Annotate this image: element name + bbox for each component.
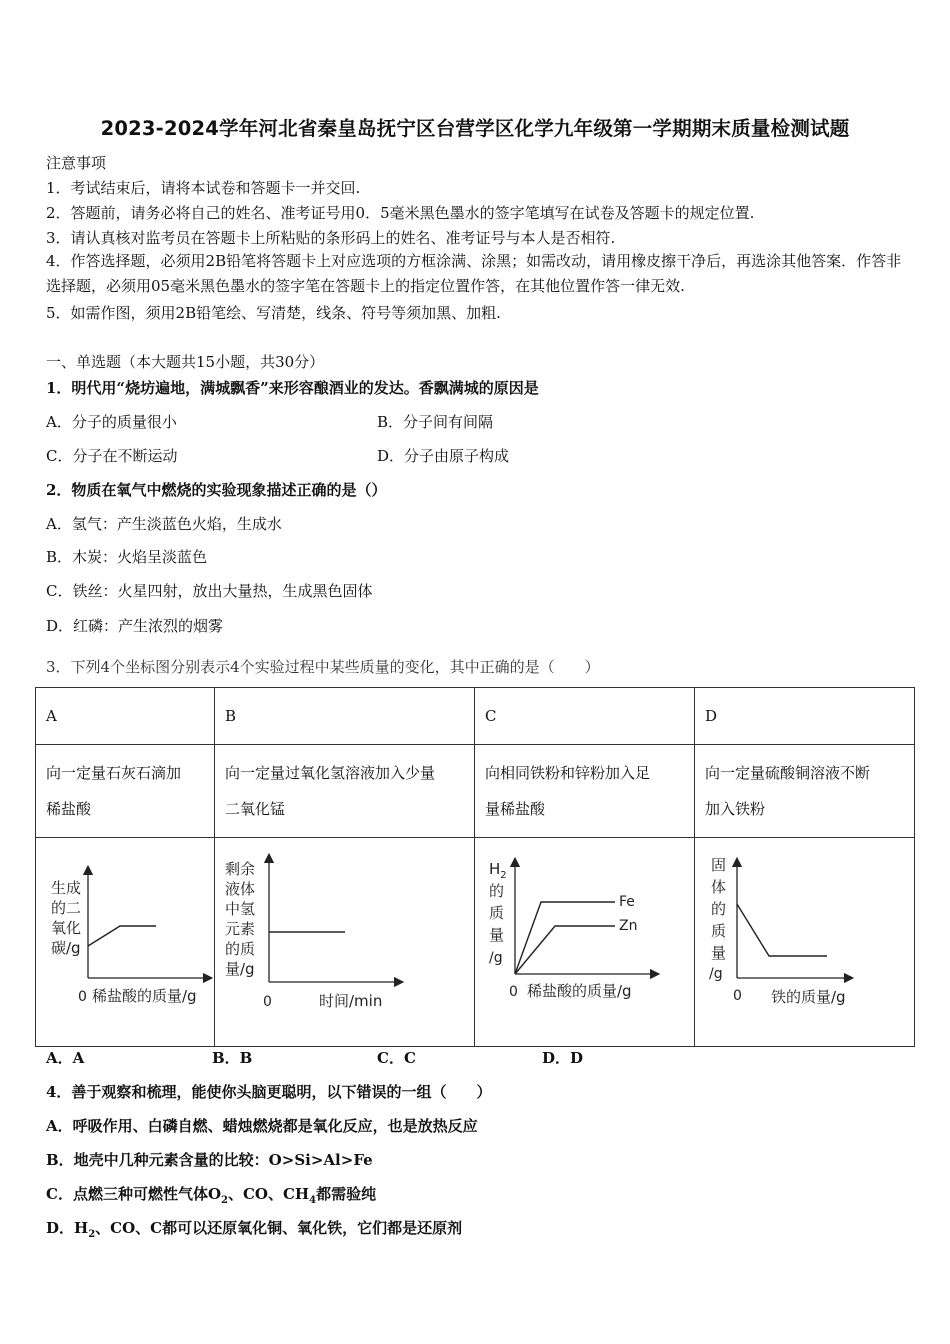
q3-stem: 3．下列4个坐标图分别表示4个实验过程中某些质量的变化，其中正确的是（ ） bbox=[46, 658, 600, 676]
notice-heading: 注意事项 bbox=[46, 154, 107, 172]
q3-option-b: B．B bbox=[212, 1049, 253, 1067]
q3-option-c: C．C bbox=[377, 1049, 416, 1067]
q2-option-c: C．铁丝：火星四射，放出大量热，生成黑色固体 bbox=[46, 582, 373, 600]
q3-header-b: B bbox=[215, 688, 475, 745]
q3-option-a: A．A bbox=[46, 1049, 85, 1067]
graph-a-ylabel-3: 氧化 bbox=[51, 919, 82, 937]
q3-desc-b: 向一定量过氧化氢溶液加入少量 二氧化锰 bbox=[215, 745, 475, 838]
q1-option-c: C．分子在不断运动 bbox=[46, 447, 178, 465]
graph-b-ylabel-4: 元素 bbox=[225, 920, 256, 938]
q2-option-a: A．氢气：产生淡蓝色火焰，生成水 bbox=[46, 515, 282, 533]
q3-header-c: C bbox=[475, 688, 695, 745]
graph-b-ylabel-5: 的质 bbox=[225, 940, 256, 958]
graph-c-ylabel-2: 质 bbox=[489, 904, 505, 922]
graph-d-ylabel-1: 固 bbox=[711, 856, 727, 874]
graph-d-origin: 0 bbox=[733, 988, 742, 1004]
q4-option-c: C．点燃三种可燃性气体$O_2$、CO、$CH_4$都需验纯 bbox=[46, 1185, 377, 1206]
q3-graph-b-cell bbox=[215, 838, 475, 1047]
graph-c-ylabel-1: 的 bbox=[489, 882, 505, 900]
q1-option-b: B．分子间有间隔 bbox=[377, 413, 494, 431]
section-heading: 一、单选题（本大题共15小题，共30分） bbox=[46, 353, 325, 371]
q3-graph-c-cell bbox=[475, 838, 695, 1047]
graph-d-xlabel: 铁的质量/g bbox=[771, 988, 846, 1006]
q3-graph-d bbox=[695, 838, 914, 1042]
q3-option-d: D．D bbox=[542, 1049, 584, 1067]
q4-option-b: B．地壳中几种元素含量的比较：O>Si>Al>Fe bbox=[46, 1151, 373, 1169]
graph-a-line bbox=[88, 926, 156, 946]
graph-d-ylabel-3: 的 bbox=[711, 900, 727, 918]
q1-stem: 1．明代用“烧坊遍地，满城飘香”来形容酿酒业的发达。香飘满城的原因是 bbox=[46, 379, 539, 397]
q1-option-a: A．分子的质量很小 bbox=[46, 413, 177, 431]
q4-option-d: D．$H_2$、CO、C都可以还原氧化铜、氧化铁，它们都是还原剂 bbox=[46, 1219, 463, 1240]
q2-option-b: B．木炭：火焰呈淡蓝色 bbox=[46, 548, 208, 566]
graph-a-xlabel: 稀盐酸的质量/g bbox=[92, 987, 197, 1005]
graph-b-ylabel-6: 量/g bbox=[225, 960, 255, 978]
q3-graph-b bbox=[215, 838, 474, 1042]
graph-c-xlabel: 稀盐酸的质量/g bbox=[527, 982, 632, 1000]
q4-option-a: A．呼吸作用、白磷自燃、蜡烛燃烧都是氧化反应，也是放热反应 bbox=[46, 1117, 478, 1135]
graph-c-origin: 0 bbox=[509, 984, 518, 1000]
q3-desc-c: 向相同铁粉和锌粉加入足 量稀盐酸 bbox=[475, 745, 695, 838]
graph-b-origin: 0 bbox=[263, 994, 272, 1010]
q3-table bbox=[35, 687, 915, 1047]
notice-item-2: 2．答题前，请务必将自己的姓名、准考证号用0．5毫米黑色墨水的签字笔填写在试卷及答题卡的规定位置. bbox=[46, 204, 755, 222]
notice-item-5: 5．如需作图，须用2B铅笔绘、写清楚，线条、符号等须加黑、加粗. bbox=[46, 304, 501, 322]
graph-a-origin: 0 bbox=[78, 989, 87, 1005]
notice-item-1: 1．考试结束后，请将本试卷和答题卡一并交回. bbox=[46, 179, 361, 197]
graph-d-ylabel-6: /g bbox=[709, 966, 723, 982]
graph-c-fe-label: Fe bbox=[619, 894, 635, 910]
graph-c-fe-line bbox=[515, 902, 615, 974]
graph-b-ylabel-2: 液体 bbox=[225, 880, 256, 898]
q3-graph-a bbox=[36, 838, 214, 1042]
graph-d-ylabel-4: 质 bbox=[711, 922, 727, 940]
q2-stem: 2．物质在氧气中燃烧的实验现象描述正确的是（） bbox=[46, 481, 387, 499]
graph-c-zn-label: Zn bbox=[619, 918, 638, 934]
notice-item-4: 4．作答选择题，必须用2B铅笔将答题卡上对应选项的方框涂满、涂黑；如需改动，请用橡皮擦干净后，再选涂其他答案．作答非选择题，必须用05毫米黑色墨水的签字笔在答题卡上的指定位置作答，在其他位置作答一律无效. bbox=[46, 252, 902, 295]
graph-d-ylabel-5: 量 bbox=[711, 944, 727, 962]
graph-c-ylabel-h: $H_2$ bbox=[489, 860, 507, 881]
q3-header-d: D bbox=[695, 688, 915, 745]
graph-a-ylabel-1: 生成 bbox=[51, 879, 82, 897]
graph-b-xlabel: 时间/min bbox=[319, 992, 383, 1010]
q4-stem: 4．善于观察和梳理，能使你头脑更聪明，以下错误的一组（ ） bbox=[46, 1083, 492, 1101]
notice-item-3: 3．请认真核对监考员在答题卡上所粘贴的条形码上的姓名、准考证号与本人是否相符. bbox=[46, 229, 616, 247]
q1-option-d: D．分子由原子构成 bbox=[377, 447, 510, 465]
graph-b-ylabel-1: 剩余 bbox=[225, 860, 256, 878]
graph-c-ylabel-4: /g bbox=[489, 950, 503, 966]
q2-option-d: D．红磷：产生浓烈的烟雾 bbox=[46, 617, 224, 635]
q3-desc-d: 向一定量硫酸铜溶液不断 加入铁粉 bbox=[695, 745, 915, 838]
q3-graph-c bbox=[475, 838, 694, 1042]
q3-graph-a-cell bbox=[36, 838, 215, 1047]
q3-graph-d-cell bbox=[695, 838, 915, 1047]
q3-header-a: A bbox=[36, 688, 215, 745]
graph-a-ylabel-2: 的二 bbox=[51, 899, 82, 917]
graph-a-ylabel-4: 碳/g bbox=[51, 939, 81, 957]
q3-desc-a: 向一定量石灰石滴加 稀盐酸 bbox=[36, 745, 215, 838]
graph-d-ylabel-2: 体 bbox=[711, 878, 727, 896]
page-title: 2023-2024学年河北省秦皇岛抚宁区台营学区化学九年级第一学期期末质量检测试题 bbox=[100, 117, 850, 140]
graph-d-line bbox=[737, 904, 827, 956]
graph-c-ylabel-3: 量 bbox=[489, 926, 505, 944]
graph-b-ylabel-3: 中氢 bbox=[225, 900, 256, 918]
